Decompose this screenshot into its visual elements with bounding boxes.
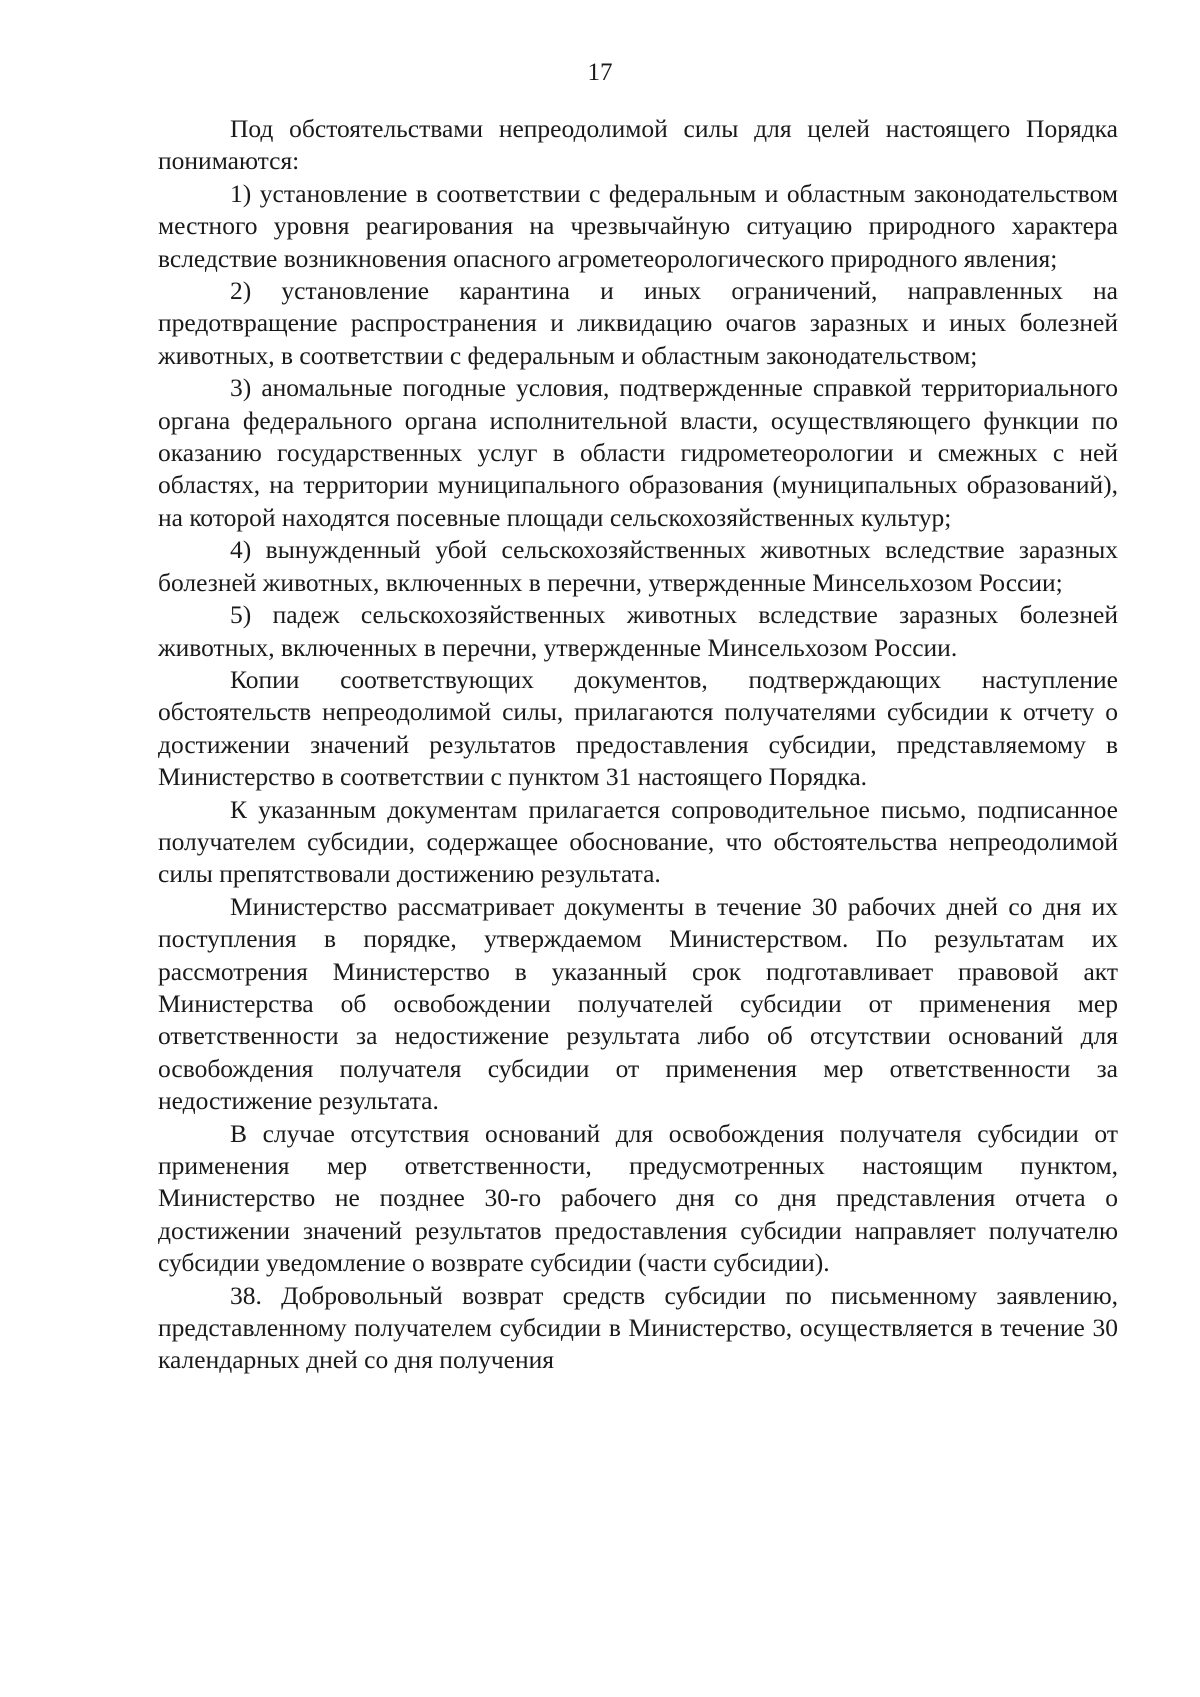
paragraph-ministry-review: Министерство рассматривает документы в течение 30 рабочих дней со дня их поступления в порядке, утверждаемом Министерством. По результатам их рассмотрения Министерство в указанный срок подготавливает правовой акт Министерства об освобождении получателей субсидии от применения мер ответственности за недостижение результата либо об отсутствии оснований для освобождения получателя субсидии от применения мер ответственности за недостижение результата.	[158, 891, 1118, 1116]
list-item-2: 2) установление карантина и иных ограничений, направленных на предотвращение распространения и ликвидацию очагов заразных и иных болезней животных, в соответствии с федеральным и областным законодательством;	[158, 276, 1118, 370]
list-item-4: 4) вынужденный убой сельскохозяйственных животных вследствие заразных болезней животных, включенных в перечни, утвержденные Минсельхозом России;	[158, 535, 1118, 597]
paragraph-clause-38: 38. Добровольный возврат средств субсидии по письменному заявлению, представленному получателем субсидии в Министерство, осуществляется в течение 30 календарных дней со дня получения	[158, 1280, 1118, 1375]
list-item-3: 3) аномальные погодные условия, подтвержденные справкой территориального органа федерального органа исполнительной власти, осуществляющего функции по оказанию государственных услуг в области гидрометеорологии и смежных с ней областях, на территории муниципального образования (муниципальных образований), на которой находятся посевные площади сельскохозяйственных культур;	[158, 373, 1118, 532]
list-item-1: 1) установление в соответствии с федеральным и областным законодательством местного уровня реагирования на чрезвычайную ситуацию природного характера вследствие возникновения опасного агрометеорологического природного явления;	[158, 178, 1118, 273]
list-item-5: 5) падеж сельскохозяйственных животных вследствие заразных болезней животных, включенных в перечни, утвержденные Минсельхозом России.	[158, 600, 1118, 662]
paragraph-force-majeure-intro: Под обстоятельствами непреодолимой силы для целей настоящего Порядка понимаются:	[158, 114, 1118, 176]
paragraph-no-grounds: В случае отсутствия оснований для освобождения получателя субсидии от применения мер ответственности, предусмотренных настоящим пунктом, Министерство не позднее 30-го рабочего дня со дня представления отчета о достижении значений результатов предоставления субсидии направляет получателю субсидии уведомление о возврате субсидии (части субсидии).	[158, 1118, 1118, 1278]
paragraph-document-copies: Копии соответствующих документов, подтверждающих наступление обстоятельств непреодолимой силы, прилагаются получателями субсидии к отчету о достижении значений результатов предоставления субсидии, представляемому в Министерство в соответствии с пунктом 31 настоящего Порядка.	[158, 664, 1118, 792]
document-body	[158, 113, 1118, 1377]
paragraph-cover-letter: К указанным документам прилагается сопроводительное письмо, подписанное получателем субсидии, содержащее обоснование, что обстоятельства непреодолимой силы препятствовали достижению результата.	[158, 794, 1118, 889]
page-number: 17	[587, 59, 613, 86]
